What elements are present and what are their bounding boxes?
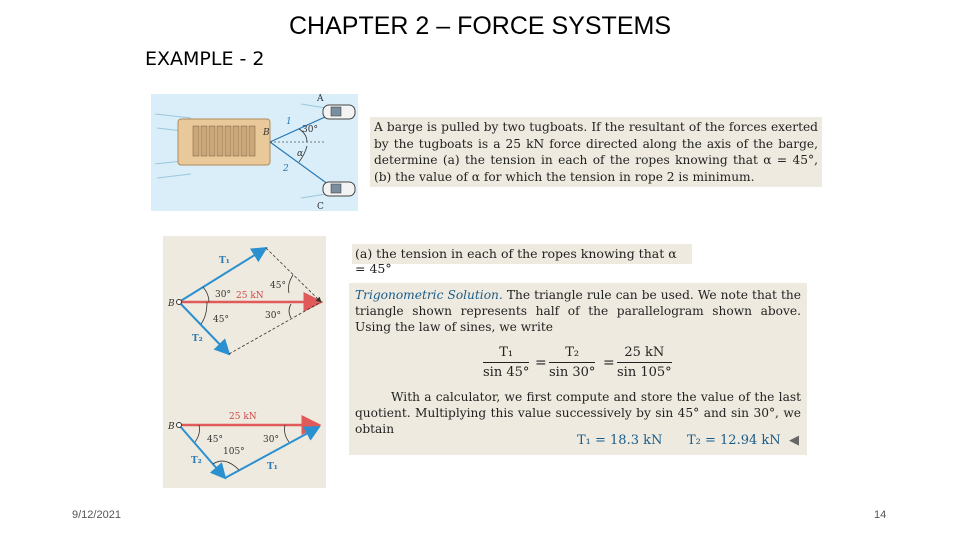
label-25kn-upper: 25 kN [236, 291, 264, 301]
label-30-upper-right: 30° [265, 311, 281, 321]
label-b-upper: B [168, 299, 175, 309]
label-c: C [317, 202, 324, 211]
page-title: CHAPTER 2 – FORCE SYSTEMS [288, 12, 672, 40]
solution-paragraph-2: With a calculator, we first compute and store the value of the last quotient. Multiplying this value successively by sin 45° and sin 30°, we obtain [355, 390, 801, 436]
barge-figure [151, 94, 358, 211]
label-30-lower: 30° [263, 435, 279, 445]
fraction-25kn-denominator: sin 105° [617, 365, 672, 380]
problem-statement: A barge is pulled by two tugboats. If the resultant of the forces exerted by the tugboats is a 25 kN force directed along the axis of the barge, determine (a) the tension in each of the ropes knowing that α = 45°, (b) the value of α for which the tension in rope 2 is minimum. [370, 117, 822, 187]
fraction-t2-numerator: T₂ [549, 345, 595, 363]
label-t2-upper: T₂ [192, 334, 203, 344]
example-subtitle: EXAMPLE - 2 [145, 48, 265, 70]
fraction-t1-numerator: T₁ [483, 345, 529, 363]
result-t1: T₁ = 18.3 kN [577, 433, 663, 448]
fraction-t1 [483, 345, 529, 380]
slide-number: 14 [874, 509, 887, 521]
fraction-t2-denominator: sin 30° [549, 365, 596, 380]
slide-date: 9/12/2021 [72, 509, 121, 521]
barge-diagram [151, 94, 358, 211]
result-t2: T₂ = 12.94 kN [687, 433, 781, 448]
label-105-lower: 105° [223, 447, 245, 457]
solution-panel [349, 283, 807, 455]
label-b: B [263, 128, 270, 138]
label-alpha: α [297, 149, 304, 159]
force-triangle-diagram [163, 236, 326, 488]
label-30-upper-left: 30° [215, 290, 231, 300]
fraction-25kn [617, 345, 672, 380]
solution-text-1: The triangle rule can be used. We note that the triangle shown represents half of the parallelogram shown above. Using the law of sines, we write [355, 288, 801, 334]
label-45-lower: 45° [207, 435, 223, 445]
label-45-upper-right: 45° [270, 281, 286, 291]
label-25kn-lower: 25 kN [229, 412, 257, 422]
label-rope1: 1 [286, 117, 292, 127]
solution-paragraph-1 [355, 287, 801, 335]
fraction-25kn-numerator: 25 kN [617, 345, 672, 363]
label-45-upper-left: 45° [213, 315, 229, 325]
fraction-t1-denominator: sin 45° [483, 365, 530, 380]
equals-sign-2: = [603, 355, 615, 371]
label-t2-lower: T₂ [191, 456, 202, 466]
part-a-statement: (a) the tension in each of the ropes knowing that α = 45° [352, 244, 692, 264]
solution-heading: Trigonometric Solution. [355, 288, 503, 302]
label-a: A [317, 94, 324, 104]
result-marker-icon: ◀ [789, 433, 799, 448]
label-30deg: 30° [302, 125, 318, 135]
fraction-t2 [549, 345, 595, 380]
label-t1-lower: T₁ [267, 462, 278, 472]
force-triangle-figure [163, 236, 326, 488]
label-b-lower: B [168, 422, 175, 432]
label-rope2: 2 [283, 164, 289, 174]
equals-sign-1: = [535, 355, 547, 371]
label-t1-upper: T₁ [219, 256, 230, 266]
